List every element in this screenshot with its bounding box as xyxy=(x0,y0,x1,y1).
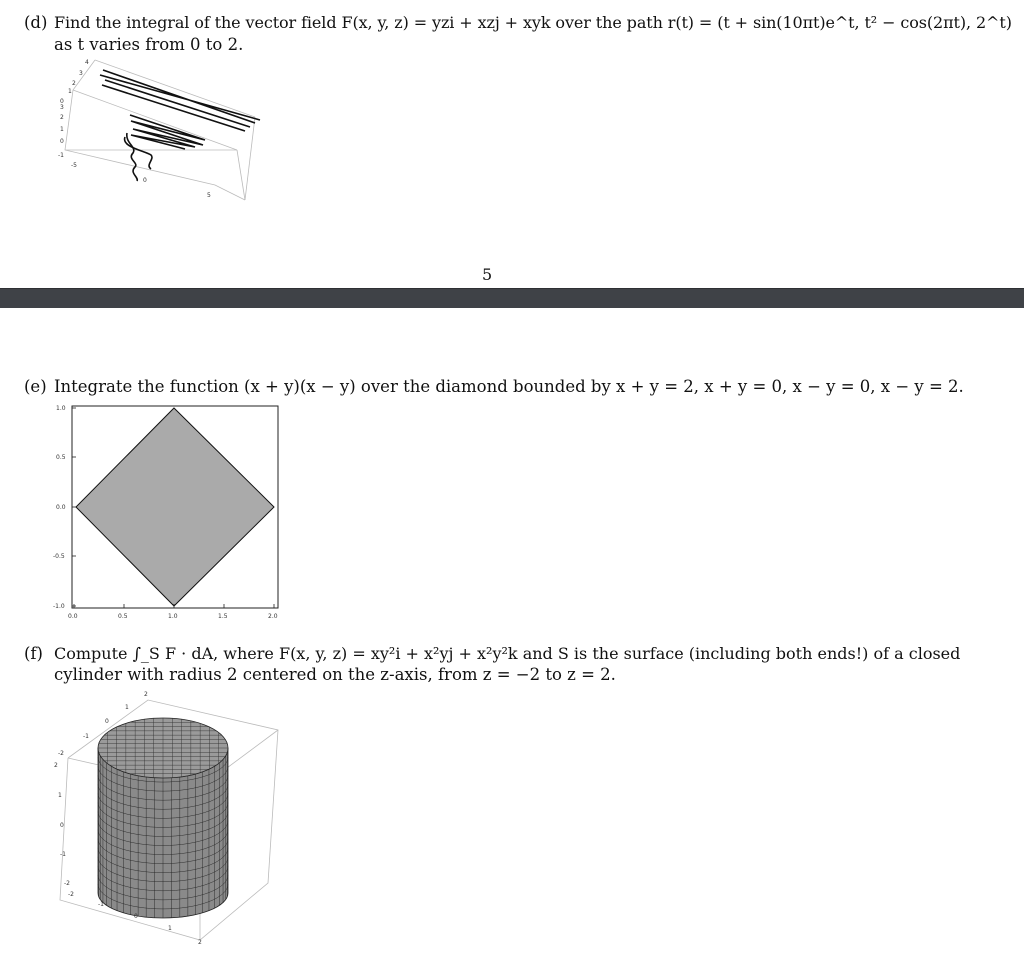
axis-tick: 1 xyxy=(168,925,172,932)
y-tick: -0.5 xyxy=(53,553,65,560)
y-tick: 2 xyxy=(72,80,76,87)
axis-tick: 0 xyxy=(134,913,138,920)
problem-e-label: (e) xyxy=(24,377,47,396)
x-tick: 0.5 xyxy=(118,613,128,620)
problem-f-line2: cylinder with radius 2 centered on the z-axis, from z = −2 to z = 2. xyxy=(54,665,616,684)
path-curve xyxy=(100,70,260,181)
z-tick: 1 xyxy=(60,126,64,133)
axis-tick: -1 xyxy=(98,901,104,908)
problem-e-line1: Integrate the function (x + y)(x − y) over the diamond bounded by x + y = 2, x + y = 0, x − y = 0, x − y = 2. xyxy=(54,377,964,396)
axis-tick: 0 xyxy=(105,718,109,725)
axis-tick: 2 xyxy=(198,939,202,946)
x-tick: 0 xyxy=(143,177,147,184)
axis-tick: -2 xyxy=(68,891,74,898)
x-tick: 0.0 xyxy=(68,613,78,620)
x-tick: -5 xyxy=(71,162,77,169)
z-tick: 2 xyxy=(60,114,64,121)
axis-tick: -1 xyxy=(83,733,89,740)
problem-d-line1: Find the integral of the vector field F(x, y, z) = yzi + xzj + xyk over the path r(t) = (t + sin(10πt)e^t, t² − cos(2πt), 2^t) xyxy=(54,13,1012,32)
z-tick: 0 xyxy=(60,98,64,105)
x-tick: 1.0 xyxy=(168,613,178,620)
y-tick: 0.5 xyxy=(56,454,66,461)
axis-tick: 2 xyxy=(54,762,58,769)
y-tick: 0.0 xyxy=(56,504,66,511)
axis-tick: 0 xyxy=(60,822,64,829)
axis-tick: -2 xyxy=(64,880,70,887)
problem-f-label: (f) xyxy=(24,644,43,663)
z-tick: 3 xyxy=(60,104,64,111)
y-tick: -1.0 xyxy=(53,603,65,610)
z-tick: 1 xyxy=(68,88,72,95)
z-tick: 0 xyxy=(60,138,64,145)
z-tick: -1 xyxy=(58,152,64,159)
y-tick: 4 xyxy=(85,59,89,66)
diamond-plot xyxy=(50,400,290,622)
problem-f-line1: Compute ∫_S F · dA, where F(x, y, z) = xy²i + x²yj + x²y²k and S is the surface (including both ends!) of a closed xyxy=(54,644,961,663)
cylinder-surface xyxy=(98,718,228,918)
page-divider xyxy=(0,288,1024,308)
axis-tick: -1 xyxy=(60,851,66,858)
problem-d-line2: as t varies from 0 to 2. xyxy=(54,35,244,54)
axis-tick: -2 xyxy=(58,750,64,757)
x-tick: 2.0 xyxy=(268,613,278,620)
path-3d-plot xyxy=(55,55,270,205)
axis-tick: 1 xyxy=(125,704,129,711)
y-tick: 3 xyxy=(79,70,83,77)
problem-d-label: (d) xyxy=(24,13,48,32)
axis-tick: 1 xyxy=(58,792,62,799)
cylinder-3d-plot xyxy=(50,688,290,950)
axis-tick: 2 xyxy=(144,691,148,698)
y-tick: 1.0 xyxy=(56,405,66,412)
x-tick: 1.5 xyxy=(218,613,228,620)
x-tick: 5 xyxy=(207,192,211,199)
page-number: 5 xyxy=(482,265,493,284)
